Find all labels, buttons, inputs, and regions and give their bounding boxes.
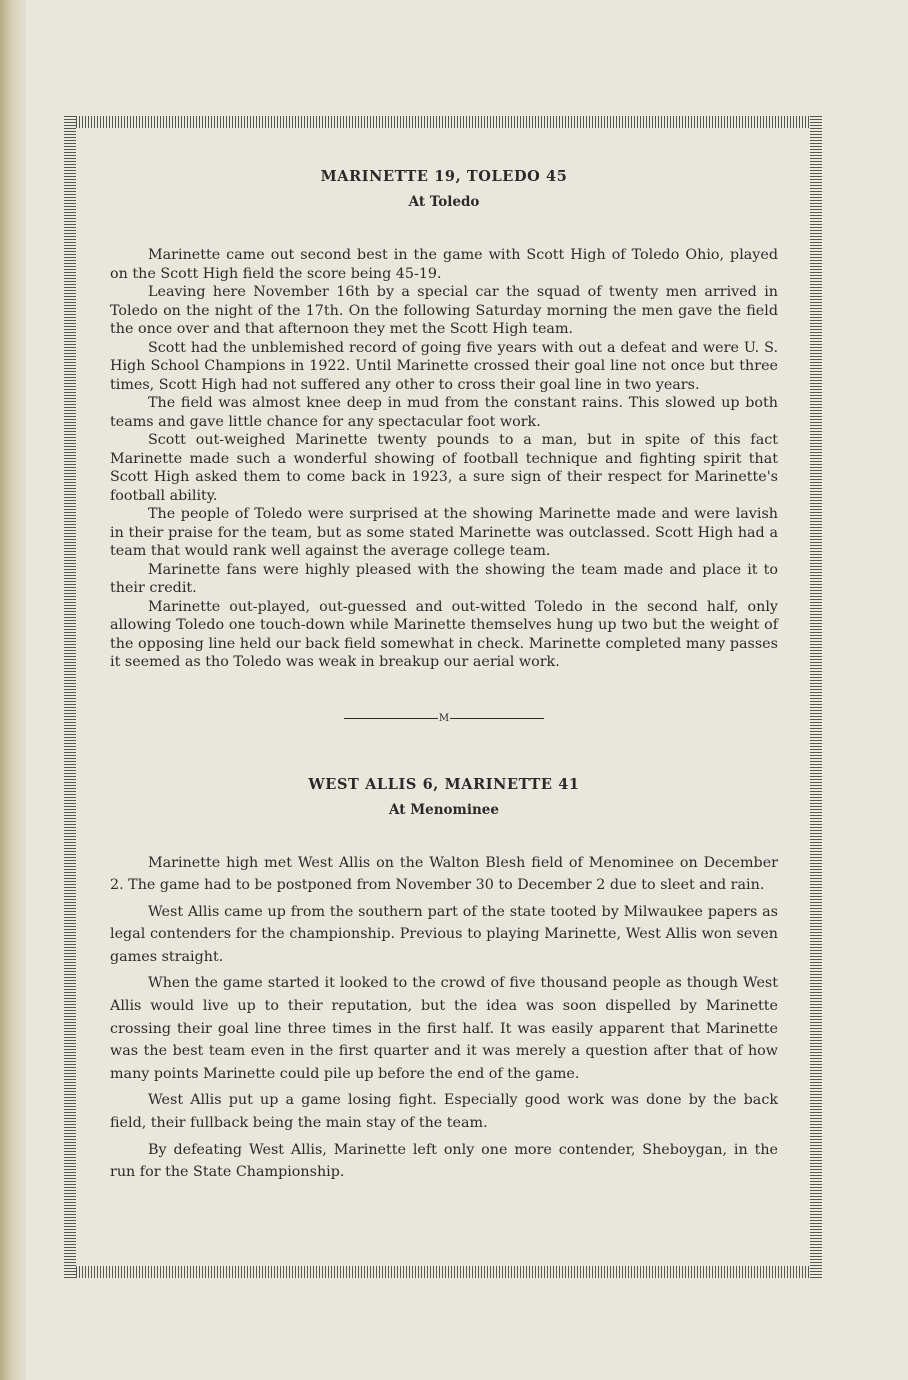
- article-west-allis: [110, 776, 778, 1184]
- divider-line-left: [344, 718, 438, 719]
- paragraph: Marinette fans were highly pleased with the showing the team made and place it to their credit.: [110, 561, 778, 596]
- divider-line-right: [450, 718, 544, 719]
- article-body: [110, 246, 778, 672]
- paragraph: By defeating West Allis, Marinette left only one more contender, Sheboygan, in the run for the State Championship.: [110, 1141, 778, 1181]
- article-title: MARINETTE 19, TOLEDO 45: [320, 168, 568, 185]
- paragraph: Scott out-weighed Marinette twenty pounds to a man, but in spite of this fact Marinette made such a wonderful showing of football technique and fighting spirit that Scott High asked them to come back in 1923, a sure sign of their respect for Marinette's football ability.: [110, 432, 778, 504]
- paragraph: West Allis put up a game losing fight. Especially good work was done by the back field, their fullback being the main stay of the team.: [110, 1092, 778, 1132]
- border-top: [64, 116, 822, 128]
- paragraph: When the game started it looked to the crowd of five thousand people as though West Allis would live up to their reputation, but the idea was soon dispelled by Marinette crossing their goal line three times in the first half. It was easily apparent that Marinette was the best team even in the first quarter and it was merely a question after that of how many points Marinette could pile up before the end of the game.: [110, 975, 778, 1082]
- paragraph: West Allis came up from the southern part of the state tooted by Milwaukee papers as legal contenders for the championship. Previous to playing Marinette, West Allis won seven games straight.: [110, 903, 778, 965]
- divider-mark: M: [438, 712, 450, 724]
- page-content: [110, 168, 778, 1188]
- paragraph: Marinette came out second best in the game with Scott High of Toledo Ohio, played on the Scott High field the score being 45-19.: [110, 247, 778, 282]
- border-bottom: [64, 1266, 822, 1278]
- article-location: At Menominee: [389, 801, 499, 818]
- paragraph: The field was almost knee deep in mud from the constant rains. This slowed up both teams and gave little chance for any spectacular foot work.: [110, 395, 778, 430]
- border-right: [810, 116, 822, 1278]
- border-left: [64, 116, 76, 1278]
- paragraph: Scott had the unblemished record of going five years with out a defeat and were U. S. High School Champions in 1922. Until Marinette crossed their goal line not once but three times, Scott High had not suffered any other to cross their goal line in two years.: [110, 339, 778, 393]
- article-location: At Toledo: [408, 194, 480, 210]
- paragraph: Marinette out-played, out-guessed and out-witted Toledo in the second half, only allowing Toledo one touch-down while Marinette themselves hung up two but the weight of the opposing line held our back field somewhat in check. Marinette completed many passes it seemed as tho Toledo was weak in breakup our aerial work.: [110, 598, 778, 670]
- paragraph: Marinette high met West Allis on the Walton Blesh field of Menominee on December 2. The game had to be postponed from November 30 to December 2 due to sleet and rain.: [110, 854, 778, 894]
- article-body: [110, 852, 778, 1184]
- paragraph: Leaving here November 16th by a special car the squad of twenty men arrived in Toledo on the night of the 17th. On the following Saturday morning the men gave the field the once over and that afternoon they met the Scott High team.: [110, 284, 778, 337]
- book-spine-shadow: [0, 0, 26, 1380]
- paragraph: The people of Toledo were surprised at the showing Marinette made and were lavish in their praise for the team, but as some stated Marinette was outclassed. Scott High had a team that would rank well against the average college team.: [110, 506, 778, 559]
- article-toledo: [110, 168, 778, 672]
- article-title: WEST ALLIS 6, MARINETTE 41: [308, 775, 580, 793]
- section-divider: [344, 714, 544, 724]
